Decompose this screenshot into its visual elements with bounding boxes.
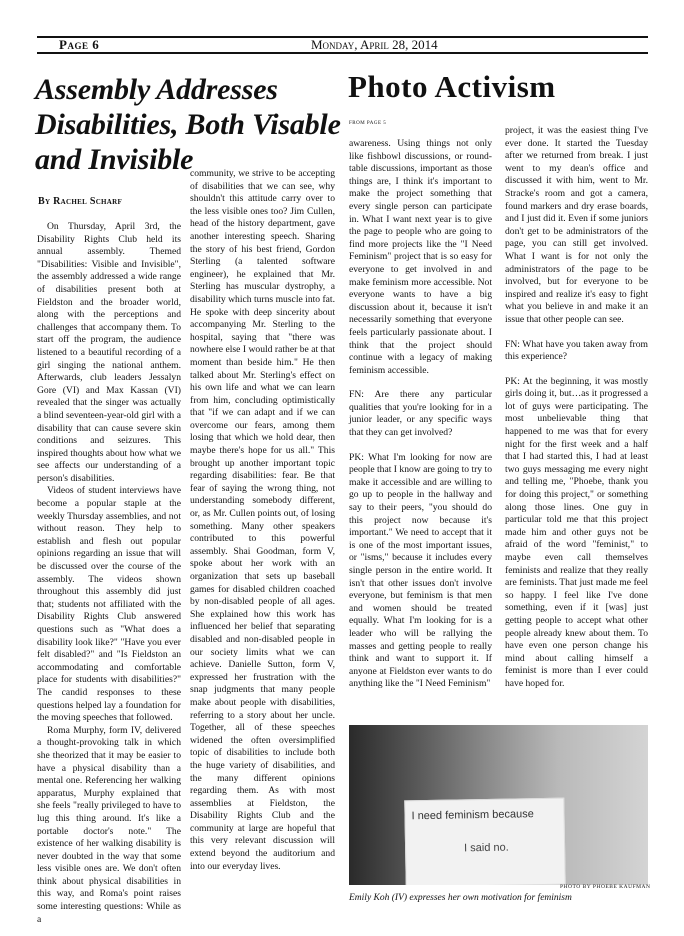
interview-answer: PK: What I'm looking for now are people that I know are going to try to make it accessible and are willing to go up to people in the hallway and say to their peers, "you should do this project now because it's important." We need to accept that it is one of the most important issues, or "isms," because it includes every single person in the entire world. It isn't that other issues don't involve everyone, but feminism is that men and women should be treated equally. What I'm looking for is a leader who will be rallying the masses and getting people to really think and want to support it. If anyone at Fieldston ever wants to do anything like the "I Need Feminism" [349,451,492,690]
body-paragraph: community, we strive to be accepting of disabilities that we can see, why shouldn't this attitude carry over to the less visible ones too? Jim Cullen, head of the history department, gave another interesting speech. Sharing the story of his best friend, Gordon Sterling (a talented software engineer), he explained that Mr. Sterling has muscular dystrophy, a disability which turns muscle into fat. He spoke with deep sincerity about accompanying Mr. Sterling to the hospital, saying that "there was nowhere else I would rather be at that moment than beside him." He then talked about Mr. Sterling's effect on his own life and what we can learn from him, concluding optimistically that "if we can adapt and if we can overcome our fears, among them losing that which we hold dear, then maybe there's hope for us all." This brought up another important topic regarding disabilities: fear. Be that fear of saying the wrong thing, not understanding somebody different, or, as Mr. Cullen points out, of losing something. Many other speakers contributed to this powerful assembly. Shai Goodman, form V, spoke about her work with an organization that sets up baseball games for disabled children coached by non-disabled people of all ages. She explained how this work has influenced her belief that separating disabled and non-disabled people in our society limits what we can achieve. Danielle Sutton, form V, expressed her frustration with the snap judgments that many people make about people with disabilities, referring to a story about her uncle. Together, all of these speeches widened the often oversimplified topic of disabilities to include both the huge variety of disabilities, and the many different opinions regarding them. As with most assemblies at Fieldston, the Disability Rights Club and the community at large are hopeful that this very relevant discussion will extend beyond the auditorium and into our everyday lives. [190,168,335,872]
body-paragraph: Videos of student interviews have become a popular staple at the weekly Thursday assemblies, and not without reason. They help to establish and flesh out popular opinions regarding an issue that will be discussed over the course of the assembly. The videos shown throughout this assembly did just that; students not affiliated with the Disability Rights Club answered questions such as "What does a disability look like?" "Have you ever felt disabled?" and "Is Fieldston an accommodating and comfortable place for students with disabilities?" The candid responses to these questions helped lay a foundation for the moving speeches that followed. [37,485,181,724]
photo-activism-title: Photo Activism [348,69,556,104]
photo-activism-column-2 [505,125,648,703]
photo-caption: Emily Koh (IV) expresses her own motivation for feminism [349,893,572,903]
feminism-photo [349,725,648,885]
interview-question: FN: What have you taken away from this experience? [505,338,648,363]
sign-text-line-2: I said no. [463,841,509,855]
whiteboard-sign [404,798,565,885]
assembly-column-1 [37,221,181,926]
page-number: Page 6 [59,37,100,52]
body-paragraph: Roma Murphy, form IV, delivered a thought-provoking talk in which she theorized that it may be easier to have a physical disability than a mental one. Referencing her walking apparatus, Murphy explained that she feels "really privileged to have to lug this thing around. It's like a portable doctor's note." The existence of her walking disability is never doubted in the way that some less visible ones are. We don't often think about physical disabilities in this way, and Roma's point raises some interesting questions: While as a [37,724,181,925]
assembly-column-2 [190,168,335,873]
sign-text-line-1: I need feminism because [411,808,534,823]
interview-answer: PK: At the beginning, it was mostly girls doing it, but…as it progressed a lot of guys were participating. The most unbelievable thing that happened to me was that for every night for the first week and a half that I had started this, I had at least two guys messaging me every night and telling me, "Phoebe, thank you for doing this project," or something along those lines. One guy in particular told me that this project made him and other guys not be afraid of the word "feminist," to maybe even call themselves feminists and realize that they really are feminists. That just made me feel so happy. I feel like I've done something, even if it [was] just getting people to accept what other people already knew about them. To have even one person change his mind about calling himself a feminist is more than I ever could have hoped for. [505,375,648,689]
issue-date: Monday, April 28, 2014 [311,37,438,52]
byline: By Rachel Scharf [38,196,123,207]
assembly-headline: Assembly Addresses Disabilities, Both Visable and Invisible [35,73,341,176]
interview-question: FN: Are there any particular qualities that you're looking for in a junior leader, or any specific ways that they can get involved? [349,389,492,439]
photo-credit: PHOTO BY PHOEBE KAUFMAN [560,884,651,890]
continued-from-label: FROM PAGE 5 [349,121,387,126]
body-paragraph: awareness. Using things not only like fishbowl discussions, or round-table discussions, important as those things are, I think it's important to make the project something that every single person can participate in. What I want next year is to give the page to people who are going to find more projects like the "I Need Feminism" project that is so easy for everyone to get involved in and make feminism more accessible. Not everyone wants to have a big discussion about it, because it isn't necessarily something that everyone feels particularly passionate about. I think that the project should continue with a legacy of making feminism accessible. [349,138,492,376]
page-header [37,36,648,54]
body-paragraph: On Thursday, April 3rd, the Disability Rights Club held its annual assembly. Themed "Disabilities: Visible and Invisible", the assembly addressed a wide range of disabilities present both at Fieldston and the broader world, along with the perceptions and challenges that accompany them. To start off the program, the audience listened to a beautiful recording of a girl singing the national anthem. Afterwards, club leaders Jessalyn Gore (VI) and Max Kassan (VI) revealed that the singer was actually a blind seventeen-year-old girl with a disability that can cause severe skin conditions and seizures. This inspired thoughts about how what we see affects our understanding of a person's disabilities. [37,221,181,484]
photo-activism-column-1 [349,138,492,703]
body-paragraph: project, it was the easiest thing I've ever done. It started the Tuesday after we returned from break. I just went to my dean's office and discussed it with him, went to Mr. Stracke's room and got a camera, found markers and dry erase boards, and I just did it. Even if some juniors don't get to be administrators of the page, you can still get involved. What I want is for not only the administrators of the page to be involved, but for everyone to be inspired and realize it's easy to fight what you believe in and make it an issue that other people can see. [505,125,648,325]
